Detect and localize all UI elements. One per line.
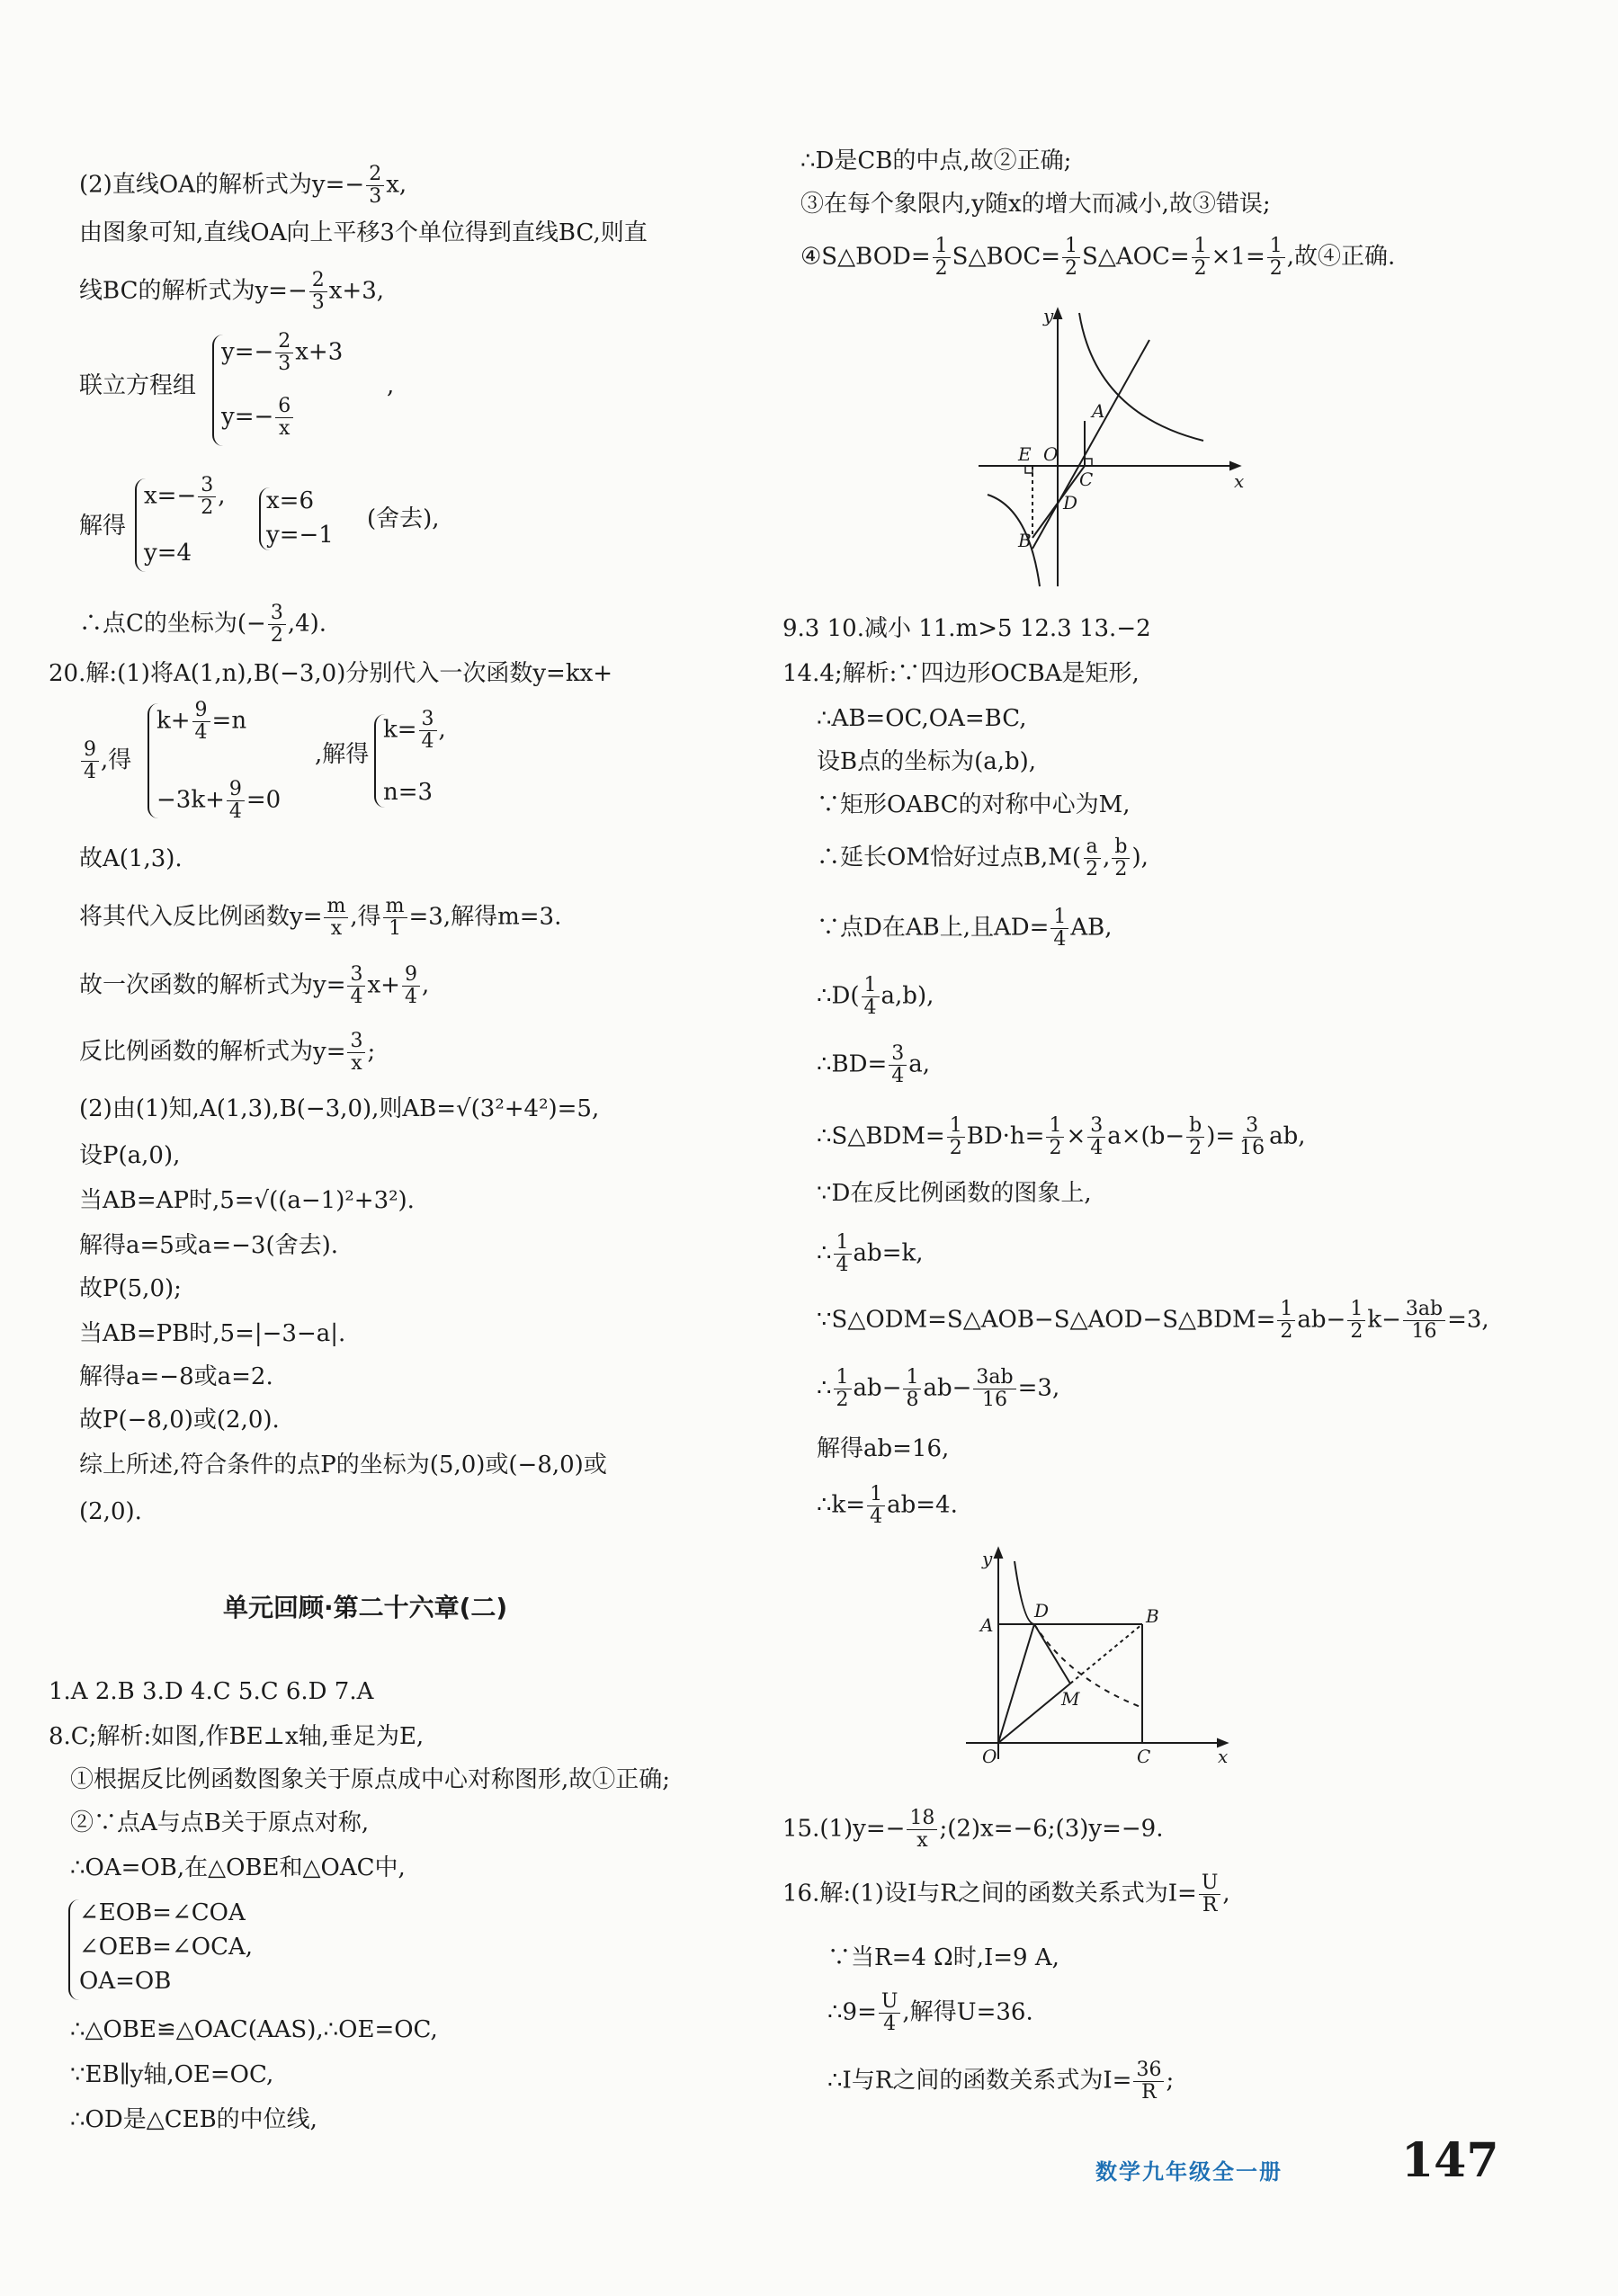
- congruence-brace: [68, 1899, 79, 2000]
- q20-ab: (2)由(1)知,A(1,3),B(−3,0),则AB=√(3²+4²)=5,: [79, 1095, 600, 1122]
- q20-inverse: 反比例函数的解析式为y= $\frac{3}{x}$ ;: [79, 1030, 376, 1075]
- fig2-y-arrow: [995, 1549, 1002, 1558]
- point-c: ∴点C的坐标为(− $\frac{3}{2}$ ,4).: [79, 602, 327, 647]
- fig1-right-angle-c: [1085, 459, 1092, 466]
- q20-setp: 设P(a,0),: [79, 1142, 181, 1169]
- line-bc-equation: 线BC的解析式为y=− $\frac{2}{3}$ x+3,: [79, 269, 385, 314]
- mc-answers: 1.A 2.B 3.D 4.C 5.C 6.D 7.A: [49, 1678, 374, 1705]
- q8-p5: ∵EB∥y轴,OE=OC,: [70, 2061, 274, 2088]
- fig1-label-e: E: [1018, 443, 1032, 465]
- system-label: 联立方程组: [79, 372, 197, 399]
- fig1-label-y: y: [1043, 306, 1054, 326]
- line-oa-equation: (2)直线OA的解析式为y=− $\frac{2}{3}$ x,: [79, 163, 407, 208]
- r-line3: ④S△BOD= $\frac{1}{2}$ S△BOC= $\frac{1}{2}$ S△AOC= $\frac{1}{2}$ ×1= $\frac{1}{2}$ ,故④正确.: [800, 235, 1396, 280]
- q20-summary-2: (2,0).: [79, 1498, 142, 1525]
- q14-s13: 解得ab=16,: [817, 1435, 950, 1462]
- q14-title: 14.4;解析:∵四边形OCBA是矩形,: [782, 660, 1140, 687]
- q20-k: k= $\frac{3}{4}$ ,: [383, 708, 446, 753]
- q16-s1: ∵当R=4 Ω时,I=9 A,: [827, 1944, 1059, 1971]
- q8-p2: ②∵点A与点B关于原点对称,: [70, 1809, 370, 1836]
- fig1-label-d: D: [1063, 492, 1078, 514]
- system-comma: ,: [387, 372, 395, 399]
- q20-title: 20.解:(1)将A(1,n),B(−3,0)分别代入一次函数y=kx+: [49, 660, 613, 687]
- q8-p6: ∴OD是△CEB的中位线,: [70, 2106, 317, 2133]
- q16-s2: ∴9= $\frac{U}{4}$ ,解得U=36.: [827, 1990, 1033, 2035]
- fig2-om-segment: [998, 1684, 1070, 1743]
- fig2-label-y: y: [982, 1548, 993, 1569]
- q20-case1: 当AB=AP时,5=√((a−1)²+3²).: [79, 1187, 415, 1214]
- congruence-2: ∠OEB=∠OCA,: [79, 1934, 254, 1961]
- fig2-label-o: O: [982, 1746, 997, 1767]
- congruence-1: ∠EOB=∠COA: [79, 1899, 246, 1926]
- system-eq2: y=− $\frac{6}{x}$: [221, 396, 295, 440]
- q8-p3: ∴OA=OB,在△OBE和△OAC中,: [70, 1854, 406, 1881]
- figure-rectangle-14: [961, 1543, 1230, 1768]
- q14-s10: ∴ $\frac{1}{4}$ ab=k,: [817, 1231, 924, 1276]
- q14-s11: ∵S△ODM=S△AOB−S△AOD−S△BDM= $\frac{1}{2}$ ab− $\frac{1}{2}$ k− $\frac{3ab}{16}$ =3,: [817, 1298, 1489, 1343]
- fig2-dm-segment: [1034, 1624, 1070, 1684]
- q20-frac-lead: $\frac{9}{4}$ ,得: [79, 739, 131, 783]
- line-translate: 由图象可知,直线OA向上平移3个单位得到直线BC,则直: [79, 219, 648, 246]
- fig2-label-m: M: [1061, 1688, 1080, 1710]
- solution-y1: y=4: [144, 540, 192, 567]
- solution-x1: x=− $\frac{3}{2}$ ,: [144, 474, 226, 519]
- q8-p4: ∴△OBE≌△OAC(AAS),∴OE=OC,: [70, 2016, 438, 2043]
- solution-label: 解得: [79, 513, 127, 540]
- q20-a13: 故A(1,3).: [79, 845, 183, 872]
- q15: 15.(1)y=− $\frac{18}{x}$ ;(2)x=−6;(3)y=−9.: [782, 1807, 1164, 1852]
- r-line2: ③在每个象限内,y随x的增大而减小,故③错误;: [800, 191, 1271, 218]
- answers-9-13: 9.3 10.减小 11.m>5 12.3 13.−2: [782, 615, 1151, 642]
- q8-title: 8.C;解析:如图,作BE⊥x轴,垂足为E,: [49, 1723, 425, 1750]
- q20-summary-1: 综上所述,符合条件的点P的坐标为(5,0)或(−8,0)或: [79, 1452, 607, 1479]
- q20-case1-result: 故P(5,0);: [79, 1275, 182, 1302]
- q16-title: 16.解:(1)设I与R之间的函数关系式为I= $\frac{U}{R}$ ,: [782, 1872, 1230, 1916]
- fig1-label-c: C: [1079, 469, 1094, 490]
- r-line1: ∴D是CB的中点,故②正确;: [800, 147, 1072, 174]
- fig2-label-d: D: [1034, 1600, 1050, 1621]
- q20-linear: 故一次函数的解析式为y= $\frac{3}{4}$ x+ $\frac{9}{4}$ ,: [79, 963, 430, 1008]
- q20-case2-result: 故P(−8,0)或(2,0).: [79, 1407, 280, 1434]
- q14-s6: ∴D( $\frac{1}{4}$ a,b),: [817, 974, 934, 1019]
- fig1-label-o: O: [1043, 443, 1059, 465]
- q14-s2: 设B点的坐标为(a,b),: [817, 748, 1037, 775]
- q20-n: n=3: [383, 779, 434, 806]
- q14-s5: ∵点D在AB上,且AD= $\frac{1}{4}$ AB,: [817, 906, 1113, 951]
- figure-hyperbola-8: [979, 306, 1248, 594]
- q14-s3: ∵矩形OABC的对称中心为M,: [817, 791, 1131, 818]
- fig2-label-x: x: [1218, 1746, 1229, 1767]
- section-heading: 单元回顾·第二十六章(二): [223, 1593, 508, 1622]
- fig1-label-x: x: [1234, 470, 1245, 492]
- q20-eq1: k+ $\frac{9}{4}$ =n: [156, 699, 247, 744]
- congruence-3: OA=OB: [79, 1968, 172, 1995]
- q14-s9: ∵D在反比例函数的图象上,: [817, 1180, 1092, 1207]
- q20-case2-solve: 解得a=−8或a=2.: [79, 1363, 273, 1390]
- q14-s14: ∴k= $\frac{1}{4}$ ab=4.: [817, 1483, 958, 1528]
- q14-s4: ∴延长OM恰好过点B,M( $\frac{a}{2}$ , $\frac{b}{2}$ ),: [817, 835, 1149, 880]
- q14-s1: ∴AB=OC,OA=BC,: [817, 705, 1027, 732]
- fig2-hyperbola-bottom: [1034, 1624, 1140, 1707]
- solution-y2: y=−1: [266, 522, 334, 549]
- fig2-label-c: C: [1137, 1746, 1151, 1767]
- fig2-label-b: B: [1146, 1605, 1159, 1627]
- q20-eq2: −3k+ $\frac{9}{4}$ =0: [156, 778, 282, 823]
- q20-mid: ,解得: [315, 741, 370, 768]
- fig1-y-arrow: [1054, 309, 1061, 318]
- q14-s7: ∴BD= $\frac{3}{4}$ a,: [817, 1042, 931, 1087]
- q14-s8: ∴S△BDM= $\frac{1}{2}$ BD·h= $\frac{1}{2}$ × $\frac{3}{4}$ a×(b− $\frac{b}{2}$ )= $\frac{3}{16}$ ab,: [817, 1114, 1306, 1159]
- q16-s3: ∴I与R之间的函数关系式为I= $\frac{36}{R}$ ;: [827, 2059, 1175, 2104]
- fig1-hyperbola-lower: [988, 495, 1040, 586]
- solution-note: (舍去),: [367, 505, 440, 532]
- fig1-right-angle-e: [1025, 466, 1032, 473]
- q8-p1: ①根据反比例函数图象关于原点成中心对称图形,故①正确;: [70, 1766, 671, 1793]
- fig1-label-b: B: [1018, 530, 1032, 551]
- footer-book-title: 数学九年级全一册: [1095, 2159, 1283, 2184]
- fig1-label-a: A: [1092, 400, 1105, 422]
- q14-s12: ∴ $\frac{1}{2}$ ab− $\frac{1}{8}$ ab− $\frac{3ab}{16}$ =3,: [817, 1366, 1060, 1411]
- system-eq1: y=− $\frac{2}{3}$ x+3: [221, 330, 344, 375]
- q20-substitute: 将其代入反比例函数y= $\frac{m}{x}$ ,得 $\frac{m}{1}$ =3,解得m=3.: [79, 895, 562, 940]
- fig1-x-arrow: [1230, 462, 1239, 469]
- solution-x2: x=6: [266, 487, 314, 514]
- fig2-od-segment: [998, 1624, 1034, 1743]
- page-number: 147: [1401, 2133, 1499, 2188]
- q20-case2: 当AB=PB时,5=|−3−a|.: [79, 1320, 346, 1347]
- fig2-hyperbola-top: [1015, 1561, 1034, 1624]
- q20-case1-solve: 解得a=5或a=−3(舍去).: [79, 1232, 338, 1259]
- fig2-label-a: A: [980, 1614, 994, 1636]
